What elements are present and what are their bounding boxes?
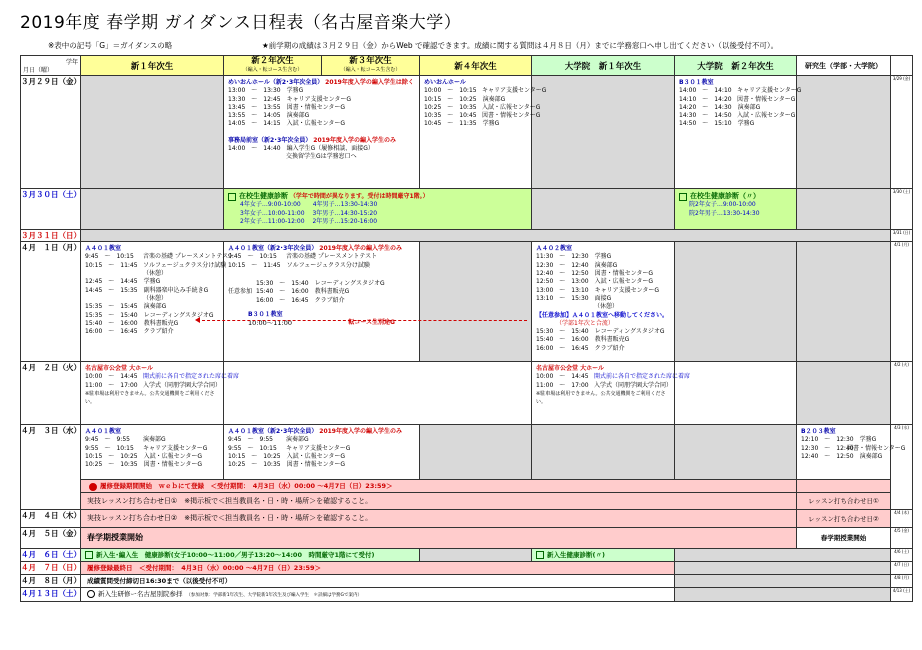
- time: 9:55 ～ 10:15: [85, 444, 134, 452]
- desc: 演奏部G: [143, 436, 166, 444]
- cell-res-lesson2: [797, 509, 891, 527]
- cell-new-health: [81, 548, 420, 561]
- row-0403-banner: [21, 480, 913, 493]
- health-title: 在校生健康診断（〃）: [690, 192, 760, 200]
- venue-label: 名古屋市公会堂 大ホール: [85, 365, 153, 373]
- desc: 演奏部G: [737, 103, 761, 111]
- time: 15:35 ～ 15:45: [85, 303, 138, 311]
- desc: 副科器楽申込み手続きG: [143, 286, 209, 294]
- row-0331: [21, 230, 913, 242]
- time: 9:45 ～ 10:15: [85, 253, 134, 261]
- cell-empty: [532, 76, 675, 189]
- cell-lesson2: [81, 509, 797, 527]
- time: 13:10 ～ 15:30: [536, 294, 589, 302]
- time: 13:30 ～ 12:45: [228, 95, 281, 103]
- time: 10:25 ～ 10:35: [424, 103, 477, 111]
- desc: 教科書販売G: [143, 319, 179, 327]
- header-grad1: 大学院 新１年次生: [532, 56, 675, 76]
- health-title: 新入生･編入生 健康診断(女子10:00～11:00／男子13:20～14:00 時間厳守1階にて受付): [96, 550, 375, 559]
- time: 13:45 ～ 13:55: [228, 103, 281, 111]
- date-cell: ４月 ２日（火）: [21, 362, 81, 425]
- square-icon: [536, 551, 544, 559]
- parking-note: ※駐車場は利用できません。公共交通機関をご利用ください。: [536, 391, 666, 406]
- row-0403: [21, 425, 913, 480]
- cell-empty: [675, 574, 891, 587]
- desc: 学務G: [143, 278, 161, 286]
- header-grade4: 新４年次生: [420, 56, 532, 76]
- grade-deadline: 成績質問受付締切日16:30まで（以後受付不可）: [87, 576, 232, 585]
- desc: 図書・情報センターG: [482, 112, 541, 120]
- time: 10:00 ～ 14:45: [85, 373, 138, 381]
- time: [228, 153, 280, 161]
- desc: キャリア支援センターG: [482, 87, 547, 95]
- venue-label: Ａ４０２教室: [536, 245, 573, 253]
- desc: 入試・広報センターG: [286, 453, 346, 461]
- header-grade3-sub: （編入・転コース生含む）: [340, 66, 401, 73]
- row-0329: [21, 76, 913, 189]
- desc: 入試・広報センターG: [737, 112, 796, 120]
- time: 10:45 ～ 11:35: [424, 120, 477, 128]
- time: [85, 270, 137, 278]
- desc: 教科書販売G: [314, 288, 350, 296]
- header-grade2: [224, 56, 322, 76]
- cell-empty: [81, 76, 224, 189]
- cell-empty: [420, 425, 532, 480]
- time: 10:15 ～ 11:45: [85, 261, 138, 269]
- desc: 学務G: [482, 120, 500, 128]
- time: 15:40 ～ 16:00: [256, 288, 309, 296]
- time: 15:40 ～ 16:00: [536, 336, 589, 344]
- desc: 図書・情報センターG: [594, 270, 654, 278]
- cell-res-lesson1: [797, 492, 891, 509]
- desc: （休憩）: [143, 270, 168, 278]
- desc: 演奏部G: [286, 112, 310, 120]
- time: 10:25 ～ 10:35: [85, 461, 138, 469]
- desc: 図書・情報センターG: [286, 461, 346, 469]
- health-line: 4年女子…9:00-10:00 4年男子…13:30-14:30: [240, 201, 378, 209]
- desc: 開式前に各自で指定された席に着席: [143, 373, 240, 381]
- cell-health-check: [224, 189, 532, 230]
- side-note: 3/31 (日): [891, 230, 913, 242]
- time: 11:00 ～ 17:00: [85, 381, 138, 389]
- cell-empty: [81, 230, 891, 242]
- desc: 入学式（同朋学園大学合同）: [594, 381, 673, 389]
- time: 10:15 ～ 11:45: [228, 261, 281, 269]
- desc: レコーディングスタジオG: [314, 280, 385, 288]
- registration-end: 履修登録最終日 ＜受付期間： 4月3日（水）00:00 ～4月7日（日）23:59＞: [87, 563, 321, 572]
- cell-empty: [675, 242, 797, 362]
- date-cell: ４月 ３日（水）: [21, 425, 81, 510]
- cell-empty: [797, 362, 891, 425]
- cell-lesson1: [81, 492, 797, 509]
- time: 14:30 ～ 14:50: [679, 112, 732, 120]
- time: 12:40 ～ 12:50: [801, 453, 854, 461]
- venue-label: Ａ４０１教室（新2･3年次全員）: [228, 245, 318, 253]
- desc: 学務G: [737, 120, 755, 128]
- venue-label: B２０３教室: [801, 428, 836, 436]
- header-notes: [891, 56, 913, 76]
- side-note: 3/30 (土): [891, 189, 913, 230]
- cell-empty: [420, 242, 532, 362]
- desc: 面接G: [594, 294, 612, 302]
- cell-term-start: [81, 527, 797, 548]
- corner-grade-label: 学年: [65, 59, 78, 66]
- desc: クラブ紹介: [594, 344, 625, 352]
- desc: 図書・情報センターG: [847, 444, 906, 452]
- venue-label: 事務局前室（新2･3年次全員）: [228, 136, 312, 144]
- time: [536, 303, 588, 311]
- registration-banner: 履修登録期間開始 ｗｅｂにて登録 ＜受付期間： 4月3日（水）00:00 ～4月7日（日）23:59＞: [100, 482, 393, 491]
- red-note: 2019年度入学の編入学生のみ: [319, 245, 402, 253]
- desc: キャリア支援センターG: [143, 444, 208, 452]
- time: 10:35 ～ 10:45: [424, 112, 477, 120]
- desc: 開式前に各自で指定された席に着席: [594, 373, 691, 381]
- desc: クラブ紹介: [314, 296, 345, 304]
- desc: 入試・広報センターG: [286, 120, 346, 128]
- cell-empty: [797, 480, 891, 493]
- time: 10:00 ～ 14:45: [536, 373, 589, 381]
- header-grade3-label: 新３年次生: [349, 55, 392, 66]
- cell-empty: [532, 189, 675, 230]
- side-note: 4/6 (土): [891, 548, 913, 561]
- cell-orientation-trip: [81, 587, 675, 601]
- time: 14:05 ～ 14:15: [228, 120, 281, 128]
- bullet-icon: [89, 483, 97, 491]
- time: 12:10 ～ 12:30: [801, 436, 854, 444]
- desc: ソルフェージュクラス分け試験: [143, 261, 227, 269]
- header-grade2-sub: （編入・転コース生含む）: [242, 66, 303, 73]
- date-cell: ３月２９日（金）: [21, 76, 81, 189]
- time: [85, 295, 137, 303]
- legend-note: ※表中の記号「G」＝ガイダンスの略: [48, 41, 173, 50]
- cell-empty: [224, 362, 532, 425]
- cell-grade23: [224, 242, 420, 362]
- venue-label: Ａ４０１教室: [85, 428, 122, 436]
- time: 12:50 ～ 13:00: [536, 278, 589, 286]
- cell-grad2: [675, 76, 802, 189]
- row-0404: [21, 509, 913, 527]
- date-cell: ４月 ６日（土）: [21, 548, 81, 561]
- time: 13:55 ～ 14:05: [228, 112, 281, 120]
- cell-grade4: [420, 76, 547, 189]
- side-note: 4/5 (金): [891, 527, 913, 548]
- health-line: 3年女子…10:00-11:00 3年男子…14:30-15:20: [240, 209, 378, 217]
- desc: 図書・情報センターG: [737, 95, 796, 103]
- date-cell: ４月１３日（土）: [21, 587, 81, 601]
- time: 10:15 ～ 10:25: [85, 453, 138, 461]
- time: 14:45 ～ 15:35: [85, 286, 138, 294]
- desc: （休憩）: [143, 294, 168, 302]
- cell-grad-health: [532, 548, 675, 561]
- cell-empty: [420, 548, 532, 561]
- time: 9:45 ～ 10:15: [228, 253, 277, 261]
- desc: 学務G: [594, 253, 612, 261]
- cell-grad1: [532, 362, 691, 425]
- cell-res-term-start: [797, 527, 891, 548]
- desc: キャリア支援センターG: [286, 444, 351, 452]
- header-research: 研究生（学部・大学院）: [797, 56, 891, 76]
- lesson-text: 実技レッスン打ち合わせ日② ※掲示板で＜担当教員名・日・時・場所＞を確認すること。: [87, 513, 373, 522]
- time: 9:45 ～ 9:55: [228, 436, 273, 444]
- desc: 演奏部G: [286, 436, 309, 444]
- lesson-text: 実技レッスン打ち合わせ日① ※掲示板で＜担当教員名・日・時・場所＞を確認すること。: [87, 496, 373, 505]
- cell-grade1: [81, 242, 235, 362]
- cell-grade1: [81, 425, 224, 480]
- header-row: [21, 56, 913, 76]
- desc: キャリア支援センターG: [737, 87, 802, 95]
- time: 9:45 ～ 9:55: [85, 436, 130, 444]
- desc: クラブ紹介: [143, 328, 174, 336]
- side-note: 4/8 (月): [891, 574, 913, 587]
- grades-note: ★前学期の成績は３月２９日（金）からWeb で確認できます。成績に関する質問は４月８日（月）までに学務窓口へ申し出てください（以後受付不可）。: [262, 41, 779, 50]
- cell-empty: [675, 425, 797, 480]
- cell-grad2-health: [675, 189, 797, 230]
- time: 12:40 ～ 12:50: [536, 270, 589, 278]
- term-start: 春学期授業開始: [820, 534, 867, 543]
- health-line: 院2年女子…9:00-10:00: [689, 201, 756, 209]
- red-note: 2019年度入学の編入学生は除く: [325, 79, 414, 86]
- trip-title: 新入生研修ー名古屋別院参拝: [98, 589, 183, 598]
- time: 12:30 ～ 12:40: [801, 444, 854, 452]
- schedule-table: [20, 55, 913, 602]
- cell-empty: [675, 548, 891, 561]
- row-0401: [21, 242, 913, 362]
- desc: 入試・広報センターG: [482, 103, 541, 111]
- header-grade2-label: 新２年次生: [251, 55, 294, 66]
- desc: キャリア支援センターG: [286, 95, 352, 103]
- venue-label: Ａ４０１教室: [85, 245, 122, 253]
- row-0407: [21, 561, 913, 574]
- venue-label: B３０１教室: [248, 310, 283, 318]
- desc: 図書・情報センターG: [143, 461, 203, 469]
- desc: 交換留学生Gは学務窓口へ: [286, 153, 357, 161]
- red-note: （学部1年次と合流）: [556, 319, 614, 327]
- desc: 学務G: [286, 87, 304, 95]
- trip-note: （参加対象：学部新1年次生、大学院新1年次生及び編入学生 ＊詳細は学務Gで案内）: [188, 592, 362, 598]
- time: 9:55 ～ 10:15: [228, 444, 277, 452]
- time: 15:30 ～ 15:40: [536, 328, 589, 336]
- time: 13:00 ～ 13:10: [536, 286, 589, 294]
- cell-empty: [532, 425, 675, 480]
- time: 14:00 ～ 14:40: [228, 145, 281, 153]
- row-0406: [21, 548, 913, 561]
- health-title: 新入生健康診断(〃): [547, 550, 605, 559]
- square-icon: [679, 193, 687, 201]
- desc: 演奏部G: [143, 303, 167, 311]
- venue-label: Ａ４０１教室（新2･3年次全員）: [228, 428, 318, 436]
- side-note: 3/29 (金): [891, 76, 913, 189]
- venue-label: めいおんホール（新2･3年次全員）: [228, 79, 324, 86]
- desc: 演奏部G: [482, 95, 506, 103]
- row-0405: [21, 527, 913, 548]
- cell-registration-banner: [81, 480, 797, 493]
- date-cell: ４月 ８日（月）: [21, 574, 81, 587]
- corner-cell: [21, 56, 81, 76]
- cell-grade1: [81, 362, 240, 425]
- red-note: 2019年度入学の編入学生のみ: [313, 136, 396, 144]
- desc: 図書・情報センターG: [286, 103, 346, 111]
- time: 11:00 ～ 17:00: [536, 381, 589, 389]
- red-note: 2019年度入学の編入学生のみ: [319, 428, 402, 436]
- date-cell: ３月３１日（日）: [21, 231, 81, 241]
- corner-date-label: 月日（曜）: [23, 67, 54, 74]
- row-0330: [21, 189, 913, 230]
- square-icon: [85, 551, 93, 559]
- health-title: 在校生健康診断: [239, 192, 288, 200]
- time: 10:15 ～ 10:25: [228, 453, 281, 461]
- venue-label: めいおんホール: [424, 79, 466, 86]
- side-note: 4/7 (日): [891, 561, 913, 574]
- desc: 教科書販売G: [594, 336, 630, 344]
- desc: ソルフェージュクラス分け試験: [286, 261, 370, 269]
- desc: キャリア支援センターG: [594, 286, 660, 294]
- header-grade3: [322, 56, 420, 76]
- desc: 演奏部G: [859, 453, 883, 461]
- arrow-head-icon: [195, 317, 200, 323]
- cell-empty: [797, 242, 891, 362]
- dashed-arrow: [197, 320, 527, 321]
- desc: （休憩）: [594, 303, 619, 311]
- row-0403-lesson: [21, 492, 913, 509]
- desc: 音楽の基礎 プレースメントテスト: [143, 253, 235, 261]
- time: 16:00 ～ 16:45: [536, 344, 589, 352]
- date-cell: ３月３０日（土）: [21, 189, 81, 230]
- desc: 入学式（同朋学園大学合同）: [143, 381, 222, 389]
- time: 12:45 ～ 14:45: [85, 278, 138, 286]
- row-0408: [21, 574, 913, 587]
- health-line: 院2年男子…13:30-14:30: [689, 209, 760, 217]
- time: 14:00 ～ 14:10: [679, 87, 732, 95]
- cell-empty: [797, 189, 891, 230]
- header-grade1: 新１年次生: [81, 56, 224, 76]
- row-0413: [21, 587, 913, 601]
- venue-label: 名古屋市公会堂 大ホール: [536, 365, 604, 373]
- time: 10:15 ～ 10:25: [424, 95, 477, 103]
- date-cell: ４月 ５日（金）: [21, 527, 81, 548]
- page-title: 2019年度 春学期 ガイダンス日程表（名古屋音楽大学）: [20, 13, 462, 33]
- desc: 編入学生G（履修相談、面接G）: [286, 145, 374, 153]
- side-note: 4/2 (火): [891, 362, 913, 425]
- date-cell: ４月 ７日（日）: [21, 561, 81, 574]
- red-note: （学年で時間が異なります。受付は時間厳守1階。）: [289, 193, 429, 200]
- time: 11:30 ～ 12:30: [536, 253, 589, 261]
- desc: 演奏部G: [594, 261, 618, 269]
- term-start: 春学期授業開始: [87, 533, 143, 543]
- time: 16:00 ～ 16:45: [85, 328, 138, 336]
- blue-note: 【任意参加】Ａ４０１教室へ移動してください。: [536, 311, 669, 319]
- time: 15:40 ～ 16:00: [85, 319, 138, 327]
- date-cell: ４月 １日（月）: [21, 242, 81, 362]
- cell-empty: [81, 189, 224, 230]
- cell-grade-deadline: [81, 574, 675, 587]
- cell-empty: [675, 362, 797, 425]
- time: 16:00 ～ 16:45: [256, 296, 309, 304]
- lesson-text: レッスン打ち合わせ日②: [808, 514, 879, 523]
- desc: 学務G: [859, 436, 877, 444]
- time: 14:10 ～ 14:20: [679, 95, 732, 103]
- time: 12:30 ～ 12:40: [536, 261, 589, 269]
- header-grad2: 大学院 新２年次生: [675, 56, 797, 76]
- cell-grad1: [532, 242, 675, 362]
- time: 14:50 ～ 15:10: [679, 120, 732, 128]
- cell-grade23: [224, 76, 420, 189]
- optional-label: 任意参加: [228, 288, 253, 296]
- parking-note: ※駐車場は利用できません。公共交通機関をご利用ください。: [85, 391, 215, 406]
- side-note: 4/13 (土): [891, 587, 913, 601]
- cell-empty: [797, 76, 891, 189]
- side-note: 4/1 (月): [891, 242, 913, 362]
- desc: レコーディングスタジオG: [143, 311, 214, 319]
- desc: 音楽の基礎 プレースメントテスト: [286, 253, 378, 261]
- red-note: 転コース生別途G: [348, 319, 395, 327]
- date-cell: ４月 ４日（木）: [21, 509, 81, 527]
- row-0402: [21, 362, 913, 425]
- desc: レコーディングスタジオG: [594, 328, 665, 336]
- cell-grade23: [224, 425, 420, 480]
- cell-empty: [675, 587, 891, 601]
- time: 15:35 ～ 15:40: [85, 311, 138, 319]
- time: 15:30 ～ 15:40: [256, 280, 309, 288]
- desc: 入試・広報センターG: [143, 453, 203, 461]
- time: 10:00 ～ 10:15: [424, 87, 477, 95]
- lesson-text: レッスン打ち合わせ日①: [808, 497, 879, 506]
- side-note: 4/4 (木): [891, 509, 913, 527]
- health-line: 2年女子…11:00-12:00 2年男子…15:20-16:00: [240, 217, 378, 225]
- time: 10:25 ～ 10:35: [228, 461, 281, 469]
- time: 13:00 ～ 13:30: [228, 87, 281, 95]
- venue-label: B３０１教室: [679, 79, 714, 86]
- side-note: 4/3 (水): [891, 425, 913, 510]
- desc: 入試・広報センターG: [594, 278, 654, 286]
- square-icon: [228, 193, 236, 201]
- bullet-icon: [87, 590, 95, 598]
- time: 14:20 ～ 14:30: [679, 103, 732, 111]
- cell-registration-end: [81, 561, 675, 574]
- cell-empty: [675, 561, 891, 574]
- time: 10:00～11:00: [248, 319, 292, 328]
